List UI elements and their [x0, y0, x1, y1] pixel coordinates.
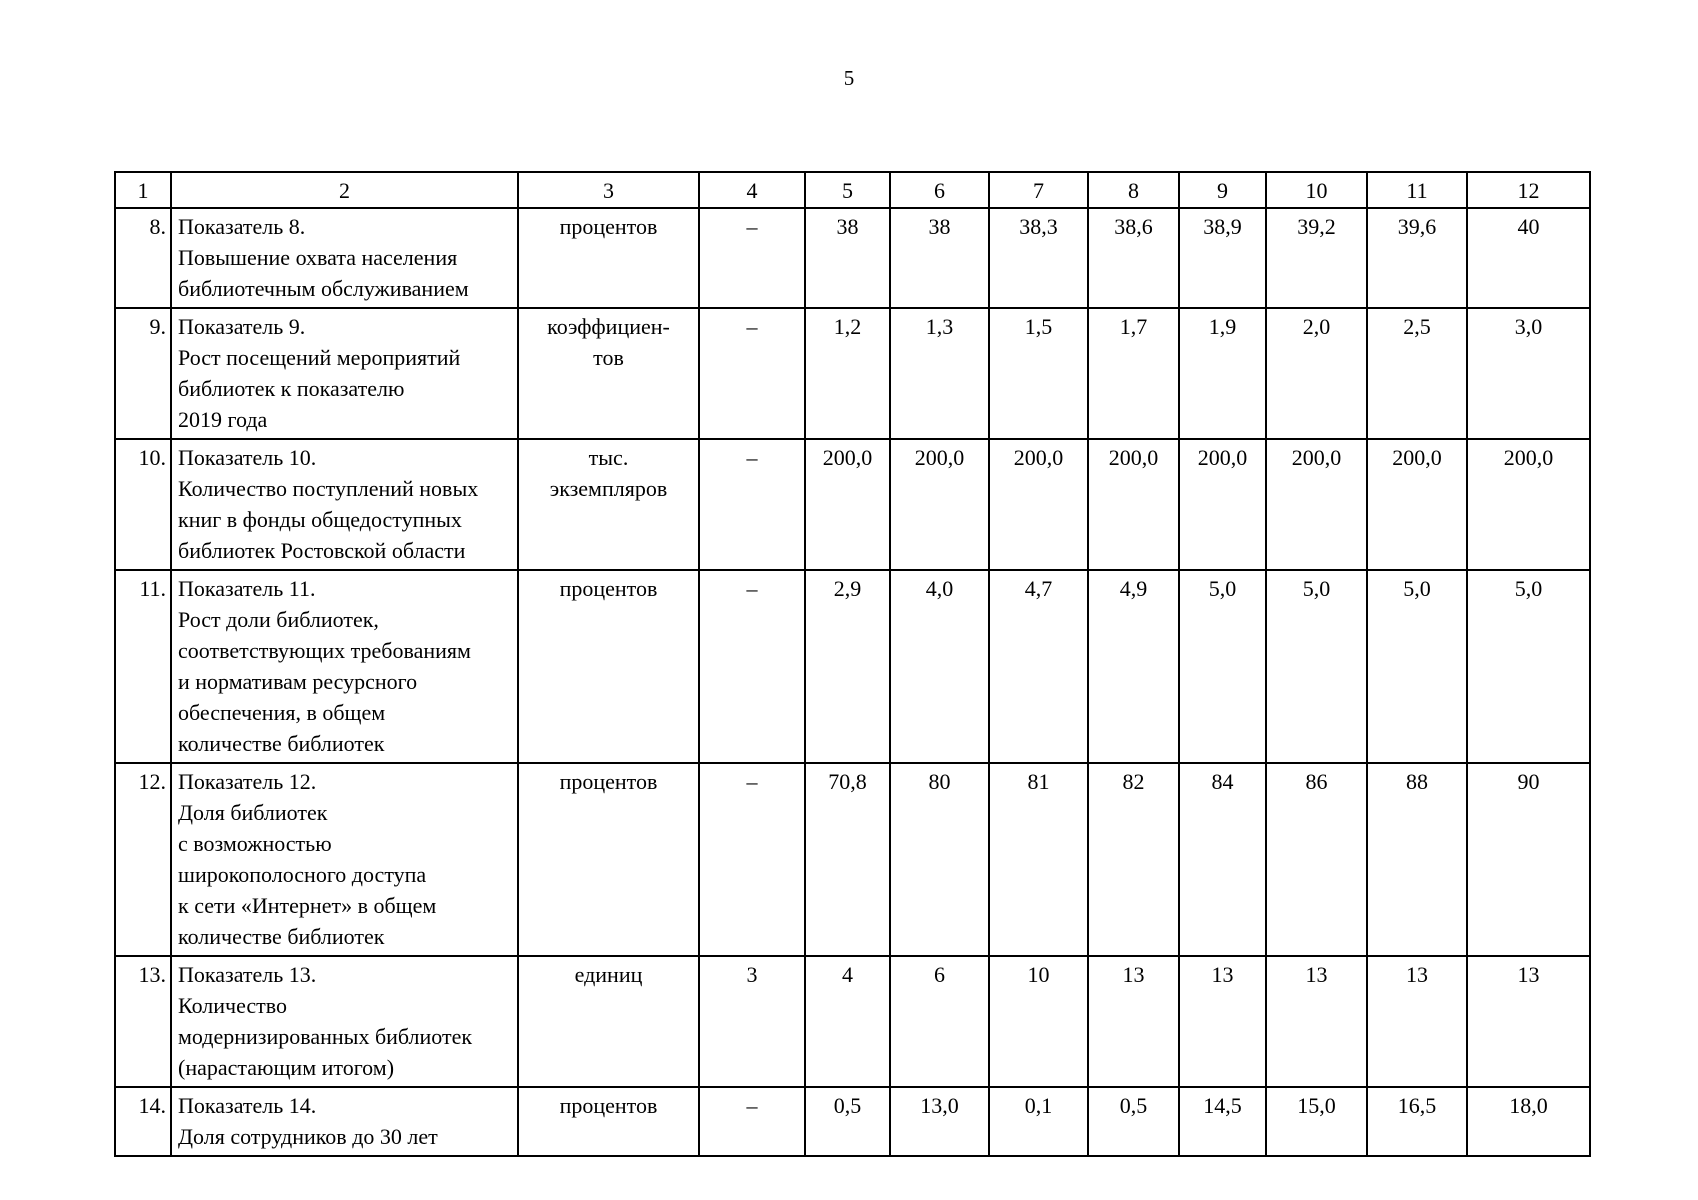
base-value-cell: –: [699, 570, 805, 763]
value-cell: 90: [1467, 763, 1590, 956]
row-number-cell: 8.: [115, 208, 171, 308]
row-number-cell: 9.: [115, 308, 171, 439]
unit-cell: [518, 956, 699, 1087]
row-number-cell: 12.: [115, 763, 171, 956]
unit-line: процентов: [559, 769, 658, 794]
value-cell: 13,0: [890, 1087, 989, 1156]
value-cell: 13: [1367, 956, 1467, 1087]
indicator-name-line: библиотечным обслуживанием: [178, 276, 469, 301]
row-number-cell: 11.: [115, 570, 171, 763]
value-cell: 5,0: [1179, 570, 1266, 763]
value-cell: 13: [1467, 956, 1590, 1087]
indicator-name-line: Доля сотрудников до 30 лет: [178, 1124, 438, 1149]
header-cell: 3: [518, 172, 699, 208]
value-cell: 0,5: [1088, 1087, 1179, 1156]
value-cell: 13: [1266, 956, 1367, 1087]
indicator-name-line: к сети «Интернет» в общем: [178, 893, 437, 918]
base-value-cell: –: [699, 1087, 805, 1156]
value-cell: 1,2: [805, 308, 890, 439]
value-cell: 4: [805, 956, 890, 1087]
value-cell: 3,0: [1467, 308, 1590, 439]
value-cell: 16,5: [1367, 1087, 1467, 1156]
header-cell: 9: [1179, 172, 1266, 208]
table-row: [115, 763, 1590, 956]
indicator-name-line: Показатель 14.: [178, 1093, 317, 1118]
indicator-name-line: Доля библиотек: [178, 800, 328, 825]
row-number-cell: 10.: [115, 439, 171, 570]
value-cell: 200,0: [1179, 439, 1266, 570]
indicator-name-line: Показатель 12.: [178, 769, 317, 794]
indicator-name-line: Показатель 10.: [178, 445, 317, 470]
value-cell: 2,9: [805, 570, 890, 763]
unit-line: процентов: [559, 214, 658, 239]
base-value-cell: –: [699, 308, 805, 439]
indicator-name-line: Показатель 8.: [178, 214, 306, 239]
indicator-name-cell: [171, 763, 518, 956]
value-cell: 4,9: [1088, 570, 1179, 763]
indicator-name-line: с возможностью: [178, 831, 332, 856]
header-cell: 5: [805, 172, 890, 208]
value-cell: 200,0: [1266, 439, 1367, 570]
header-cell: 8: [1088, 172, 1179, 208]
table-row: [115, 956, 1590, 1087]
indicator-table: [114, 171, 1591, 1157]
value-cell: 38,3: [989, 208, 1088, 308]
value-cell: 13: [1179, 956, 1266, 1087]
value-cell: 10: [989, 956, 1088, 1087]
unit-cell: [518, 208, 699, 308]
value-cell: 5,0: [1367, 570, 1467, 763]
indicator-name-line: соответствующих требованиям: [178, 638, 471, 663]
value-cell: 81: [989, 763, 1088, 956]
unit-cell: [518, 1087, 699, 1156]
value-cell: 38,6: [1088, 208, 1179, 308]
indicator-name-line: (нарастающим итогом): [178, 1055, 395, 1080]
header-cell: 12: [1467, 172, 1590, 208]
indicator-name-line: 2019 года: [178, 407, 268, 432]
header-cell: 2: [171, 172, 518, 208]
indicator-name-cell: [171, 570, 518, 763]
indicator-name-cell: [171, 956, 518, 1087]
table-header-row: [115, 172, 1590, 208]
value-cell: 88: [1367, 763, 1467, 956]
indicator-name-line: модернизированных библиотек: [178, 1024, 473, 1049]
indicator-name-line: Рост посещений мероприятий: [178, 345, 461, 370]
header-cell: 11: [1367, 172, 1467, 208]
indicator-name-line: Рост доли библиотек,: [178, 607, 379, 632]
value-cell: 2,5: [1367, 308, 1467, 439]
header-cell: 7: [989, 172, 1088, 208]
value-cell: 0,5: [805, 1087, 890, 1156]
value-cell: 1,3: [890, 308, 989, 439]
unit-line: единиц: [574, 962, 643, 987]
indicator-name-line: книг в фонды общедоступных: [178, 507, 462, 532]
value-cell: 82: [1088, 763, 1179, 956]
indicator-name-cell: [171, 439, 518, 570]
indicator-name-line: Количество: [178, 993, 288, 1018]
value-cell: 1,5: [989, 308, 1088, 439]
value-cell: 200,0: [805, 439, 890, 570]
value-cell: 14,5: [1179, 1087, 1266, 1156]
value-cell: 0,1: [989, 1087, 1088, 1156]
table-row: [115, 1087, 1590, 1156]
value-cell: 70,8: [805, 763, 890, 956]
header-cell: 4: [699, 172, 805, 208]
unit-line: тыс.: [588, 445, 629, 470]
value-cell: 200,0: [890, 439, 989, 570]
value-cell: 1,9: [1179, 308, 1266, 439]
indicator-name-line: Количество поступлений новых: [178, 476, 479, 501]
table-body: [115, 172, 1590, 1156]
value-cell: 39,6: [1367, 208, 1467, 308]
indicator-name-line: количестве библиотек: [178, 731, 385, 756]
value-cell: 4,0: [890, 570, 989, 763]
page-number: 5: [843, 66, 855, 90]
table-row: [115, 570, 1590, 763]
base-value-cell: –: [699, 763, 805, 956]
table-row: [115, 439, 1590, 570]
value-cell: 13: [1088, 956, 1179, 1087]
indicator-name-line: количестве библиотек: [178, 924, 385, 949]
row-number-cell: 13.: [115, 956, 171, 1087]
indicator-name-line: Показатель 13.: [178, 962, 317, 987]
indicator-name-line: широкополосного доступа: [178, 862, 427, 887]
indicator-name-line: Показатель 11.: [178, 576, 316, 601]
value-cell: 86: [1266, 763, 1367, 956]
value-cell: 38: [890, 208, 989, 308]
unit-line: тов: [593, 345, 624, 370]
indicator-name-line: библиотек к показателю: [178, 376, 405, 401]
unit-cell: [518, 439, 699, 570]
value-cell: 200,0: [989, 439, 1088, 570]
value-cell: 80: [890, 763, 989, 956]
value-cell: 200,0: [1467, 439, 1590, 570]
base-value-cell: 3: [699, 956, 805, 1087]
value-cell: 6: [890, 956, 989, 1087]
indicator-name-line: Показатель 9.: [178, 314, 306, 339]
header-cell: 1: [115, 172, 171, 208]
base-value-cell: –: [699, 208, 805, 308]
unit-cell: [518, 763, 699, 956]
header-cell: 10: [1266, 172, 1367, 208]
indicator-name-line: библиотек Ростовской области: [178, 538, 466, 563]
value-cell: 38: [805, 208, 890, 308]
value-cell: 5,0: [1467, 570, 1590, 763]
indicator-name-line: и нормативам ресурсного: [178, 669, 418, 694]
value-cell: 40: [1467, 208, 1590, 308]
value-cell: 200,0: [1367, 439, 1467, 570]
indicator-name-cell: [171, 1087, 518, 1156]
value-cell: 4,7: [989, 570, 1088, 763]
header-cell: 6: [890, 172, 989, 208]
unit-cell: [518, 308, 699, 439]
value-cell: 5,0: [1266, 570, 1367, 763]
base-value-cell: –: [699, 439, 805, 570]
value-cell: 84: [1179, 763, 1266, 956]
value-cell: 200,0: [1088, 439, 1179, 570]
unit-line: экземпляров: [549, 476, 668, 501]
table-row: [115, 308, 1590, 439]
unit-line: процентов: [559, 1093, 658, 1118]
unit-line: коэффициен-: [547, 314, 670, 339]
indicator-name-line: обеспечения, в общем: [178, 700, 386, 725]
value-cell: 18,0: [1467, 1087, 1590, 1156]
value-cell: 39,2: [1266, 208, 1367, 308]
indicator-name-cell: [171, 308, 518, 439]
value-cell: 2,0: [1266, 308, 1367, 439]
value-cell: 38,9: [1179, 208, 1266, 308]
row-number-cell: 14.: [115, 1087, 171, 1156]
indicator-name-cell: [171, 208, 518, 308]
table-row: [115, 208, 1590, 308]
value-cell: 1,7: [1088, 308, 1179, 439]
indicator-name-line: Повышение охвата населения: [178, 245, 458, 270]
unit-cell: [518, 570, 699, 763]
value-cell: 15,0: [1266, 1087, 1367, 1156]
unit-line: процентов: [559, 576, 658, 601]
